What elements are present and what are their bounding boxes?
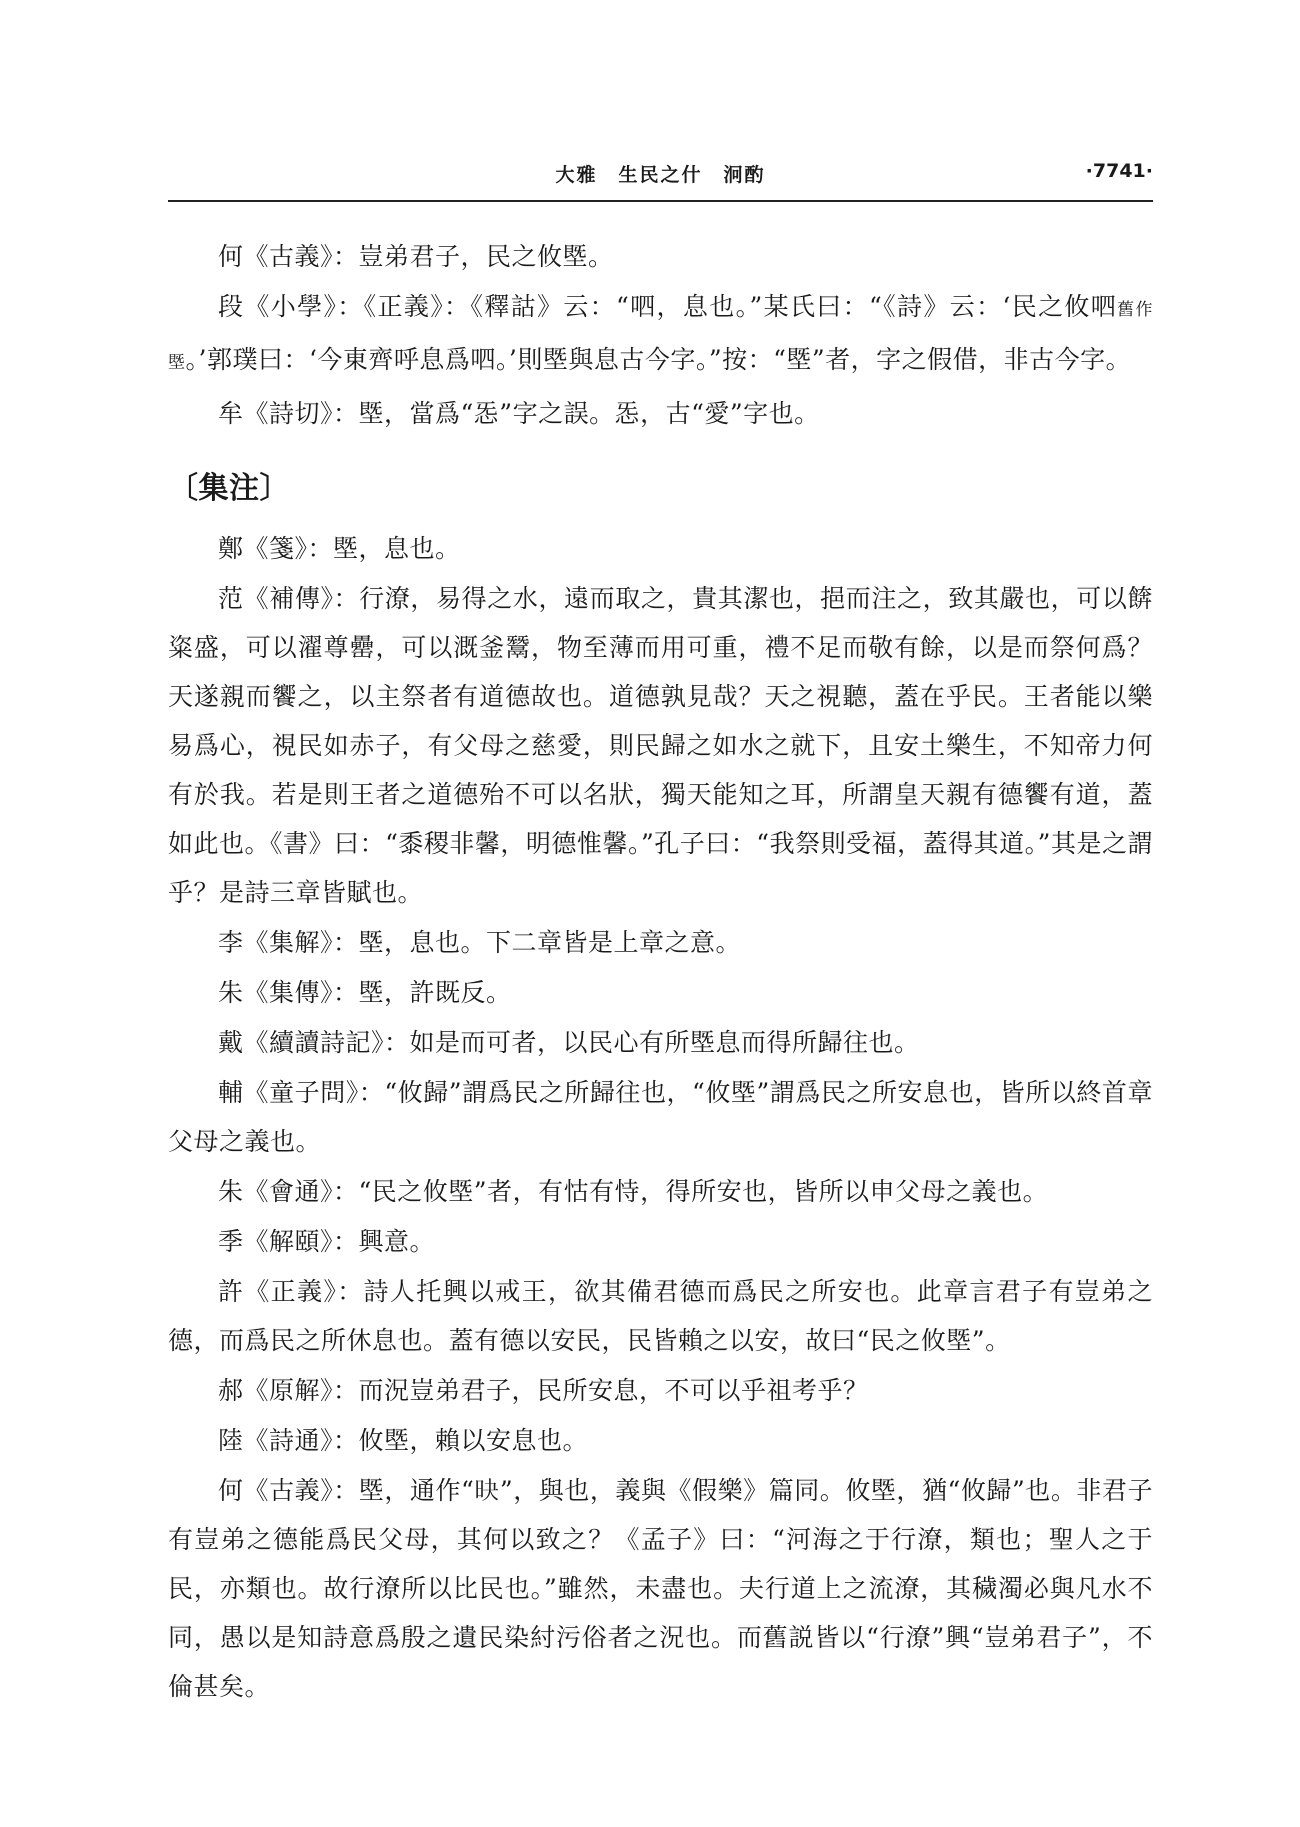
page-number: ·7741· [1085, 160, 1153, 182]
paragraph: 戴《續讀詩記》：如是而可者，以民心有所塈息而得所歸往也。 [218, 1028, 920, 1057]
paragraph: 何《古義》：塈，通作“𣅡”，與也，義與《假樂》篇同。攸塈，猶“攸歸”也。非君子有豈弟之德能爲民父母，其何以致之？《孟子》曰：“河海之于行潦，類也；聖人之于民，亦類也。故行潦所以比民也。”雖然，未盡也。夫行道上之流潦，其穢濁必與凡水不同，愚以是知詩意爲殷之遺民染紂污俗者之況也。而舊説皆以“行潦”興“豈弟君子”，不倫甚矣。 [168, 1476, 1153, 1701]
paragraph: 許《正義》：詩人托興以戒王，欲其備君德而爲民之所安也。此章言君子有豈弟之德，而爲民之所休息也。蓋有德以安民，民皆賴之以安，故曰“民之攸塈”。 [168, 1277, 1153, 1355]
paragraph: 李《集解》：塈，息也。下二章皆是上章之意。 [218, 928, 742, 957]
running-title: 大雅 生民之什 泂酌 [555, 164, 766, 186]
paragraph [168, 282, 1153, 388]
paragraph: 季《解頤》：興意。 [218, 1227, 436, 1256]
paragraph: 朱《會通》：“民之攸塈”者，有怙有恃，得所安也，皆所以申父母之義也。 [218, 1177, 1049, 1206]
paragraph: 牟《詩切》：塈，當爲“㤅”字之誤。㤅，古“愛”字也。 [218, 399, 820, 428]
paragraph: 輔《童子問》：“攸歸”謂爲民之所歸往也，“攸塈”謂爲民之所安息也，皆所以終首章父母之義也。 [168, 1078, 1153, 1156]
main-text [168, 232, 1153, 1712]
paragraph: 陸《詩通》：攸塈，賴以安息也。 [218, 1426, 589, 1455]
paragraph-text: 。’郭璞曰：‘今東齊呼息爲呬。’則塈與息古今字。”按：“塈”者，字之假借，非古今字。 [185, 345, 1132, 374]
header-rule [168, 200, 1153, 202]
interlinear-note: 舊作塈 [168, 300, 1153, 373]
paragraph: 朱《集傳》：塈，許既反。 [218, 978, 512, 1007]
paragraph-text: 段《小學》：《正義》：《釋詁》云：“呬，息也。”某氏曰：“《詩》云：‘民之攸呬 [218, 292, 1118, 321]
paragraph: 郝《原解》：而況豈弟君子，民所安息，不可以乎祖考乎？ [218, 1376, 869, 1405]
paragraph: 范《補傳》：行潦，易得之水，遠而取之，貴其潔也，挹而注之，致其嚴也，可以餴粢盛，可以濯尊罍，可以溉釜鬵，物至薄而用可重，禮不足而敬有餘，以是而祭何爲？天遂親而饗之，以主祭者有道德故也。道德孰見哉？天之視聽，蓋在乎民。王者能以樂易爲心，視民如赤子，有父母之慈愛，則民歸之如水之就下，且安土樂生，不知帝力何有於我。若是則王者之道德殆不可以名狀，獨天能知之耳，所謂皇天親有德饗有道，蓋如此也。《書》曰：“黍稷非馨，明德惟馨。”孔子曰：“我祭則受福，蓋得其道。”其是之謂乎？是詩三章皆賦也。 [168, 584, 1153, 907]
paragraph: 鄭《箋》：塈，息也。 [218, 534, 461, 563]
section-heading: 〔集注〕 [168, 471, 290, 506]
paragraph: 何《古義》：豈弟君子，民之攸塈。 [218, 242, 614, 271]
running-header [168, 160, 1153, 194]
